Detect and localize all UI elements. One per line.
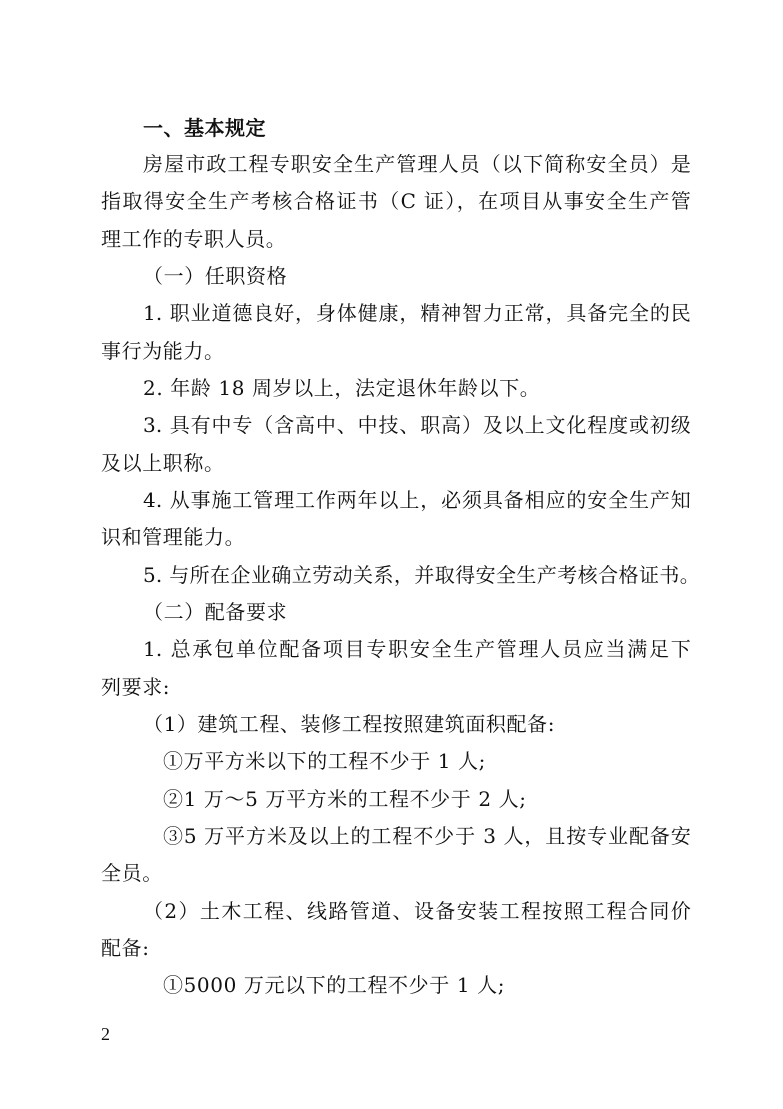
staffing-line-5: ②1 万～5 万平方米的工程不少于 2 人; bbox=[163, 787, 527, 811]
subsection-title-qualifications: （一）任职资格 bbox=[143, 264, 288, 288]
qualification-line-5: 及以上职称。 bbox=[101, 451, 225, 475]
qualification-line-6: 4. 从事施工管理工作两年以上，必须具备相应的安全生产知 bbox=[143, 488, 691, 512]
qualification-line-3: 2. 年龄 18 周岁以上，法定退休年龄以下。 bbox=[143, 376, 541, 400]
qualification-line-7: 识和管理能力。 bbox=[101, 525, 246, 549]
page-number: 2 bbox=[101, 1024, 110, 1044]
qualification-line-2: 事行为能力。 bbox=[101, 339, 225, 363]
section-heading: 一、基本规定 bbox=[143, 116, 266, 140]
staffing-line-9: 配备: bbox=[101, 936, 150, 960]
staffing-line-6: ③5 万平方米及以上的工程不少于 3 人，且按专业配备安 bbox=[163, 824, 691, 848]
intro-line-1: 房屋市政工程专职安全生产管理人员（以下简称安全员）是 bbox=[143, 152, 691, 176]
qualification-line-1: 1. 职业道德良好，身体健康，精神智力正常，具备完全的民 bbox=[143, 301, 691, 325]
qualification-line-4: 3. 具有中专（含高中、中技、职高）及以上文化程度或初级 bbox=[143, 413, 691, 437]
intro-line-3: 理工作的专职人员。 bbox=[101, 227, 287, 251]
staffing-line-3: （1）建筑工程、装修工程按照建筑面积配备: bbox=[143, 712, 556, 736]
intro-line-2: 指取得安全生产考核合格证书（C 证），在项目从事安全生产管 bbox=[101, 189, 691, 213]
staffing-line-2: 列要求: bbox=[101, 675, 171, 699]
staffing-line-10: ①5000 万元以下的工程不少于 1 人; bbox=[163, 973, 506, 997]
staffing-line-8: （2）土木工程、线路管道、设备安装工程按照工程合同价 bbox=[143, 899, 691, 923]
qualification-line-8: 5. 与所在企业确立劳动关系，并取得安全生产考核合格证书。 bbox=[143, 563, 700, 587]
staffing-line-7: 全员。 bbox=[101, 861, 163, 885]
staffing-line-4: ①万平方米以下的工程不少于 1 人; bbox=[163, 749, 486, 773]
subsection-title-staffing: （二）配备要求 bbox=[143, 600, 288, 624]
staffing-line-1: 1. 总承包单位配备项目专职安全生产管理人员应当满足下 bbox=[143, 637, 691, 661]
